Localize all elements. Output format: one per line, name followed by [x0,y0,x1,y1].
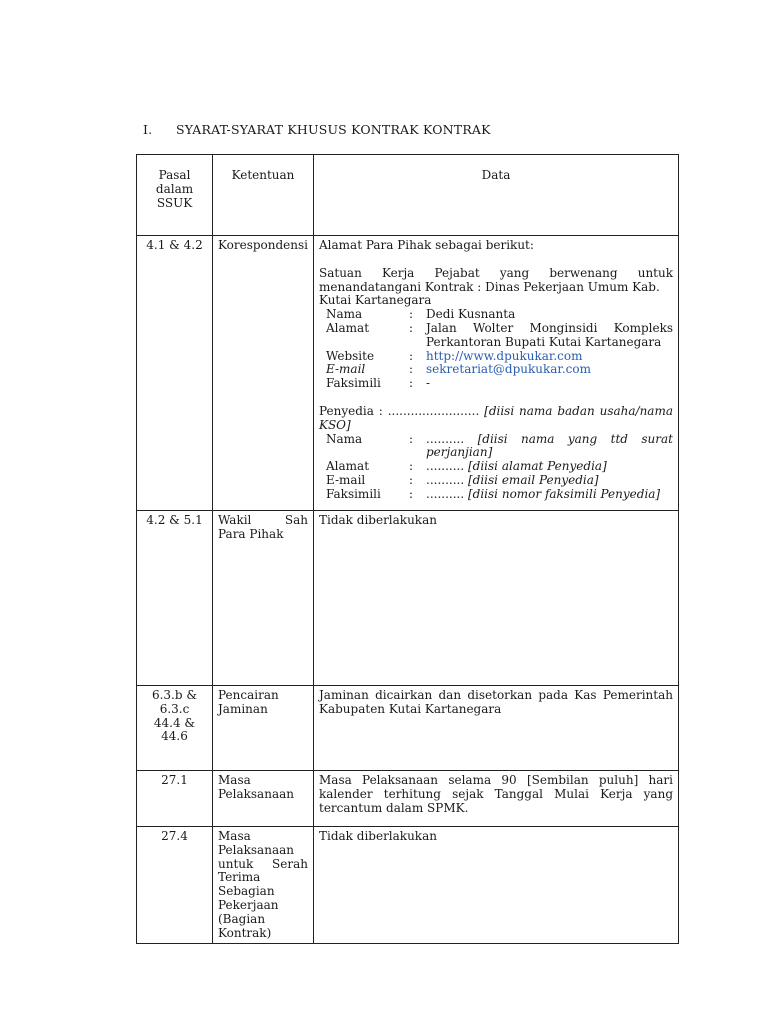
data-cell: Tidak diberlakukan [314,827,679,944]
fax-label: Faksimili [326,376,381,391]
data-cell: Masa Pelaksanaan selama 90 [Sembilan puluh] hari kalender terhitung sejak Tanggal Mulai Kerja yang tercantum dalam SPMK. [314,771,679,827]
p-email-label: E-mail [326,472,366,487]
penyedia-line: Penyedia : ........................ [diisi nama badan usaha/nama KSO] [319,403,673,432]
section-number: I. [143,122,153,137]
header-data: Data [314,155,679,236]
table-row [137,511,679,686]
p-email-value: .......... [diisi email Penyedia] [426,472,599,487]
colon: : [409,320,414,335]
pasal-cell: 6.3.b & 6.3.c 44.4 & 44.6 [137,686,213,771]
pasal-cell: 27.4 [137,827,213,944]
table-header-row [137,155,679,236]
colon: : [409,307,414,322]
pasal-cell: 4.1 & 4.2 [137,236,213,511]
colon: : [409,431,414,446]
ketentuan-cell: Wakil Sah Para Pihak [213,511,314,686]
email-label: E-mail [326,362,366,377]
section-title: SYARAT-SYARAT KHUSUS KONTRAK KONTRAK [176,122,491,137]
colon: : [409,348,414,363]
table-row [137,827,679,944]
intro-text: Alamat Para Pihak sebagai berikut: [319,238,534,252]
table-row [137,686,679,771]
satuan-details [319,308,673,391]
ssuk-table [136,154,679,944]
satuan-line-2: menandatangani Kontrak : Dinas Pekerjaan Umum Kab. [319,279,660,294]
penyedia-details [319,433,673,502]
data-cell [314,236,679,511]
colon: : [409,486,414,501]
fax-value: - [426,376,431,391]
p-fax-label: Faksimili [326,486,381,501]
website-link[interactable]: http://www.dpukukar.com [426,348,583,363]
p-nama-value: .......... [diisi nama yang ttd surat perjanjian] [426,431,673,460]
colon: : [409,376,414,391]
ketentuan-cell: Masa Pelaksanaan [213,771,314,827]
p-nama-label: Nama [326,431,363,446]
ketentuan-cell: Pencairan Jaminan [213,686,314,771]
colon: : [409,362,414,377]
nama-value: Dedi Kusnanta [426,307,516,322]
p-alamat-label: Alamat [326,459,370,474]
header-pasal: Pasal dalam SSUK [137,155,213,236]
data-cell: Tidak diberlakukan [314,511,679,686]
pasal-cell: 4.2 & 5.1 [137,511,213,686]
alamat-label: Alamat [326,320,370,335]
pasal-cell: 27.1 [137,771,213,827]
ketentuan-cell: Korespondensi [213,236,314,511]
p-fax-value: .......... [diisi nomor faksimili Penyedia] [426,486,661,501]
section-heading [143,122,491,137]
table-row [137,236,679,511]
header-ketentuan: Ketentuan [213,155,314,236]
website-label: Website [326,348,375,363]
ketentuan-cell: Masa Pelaksanaan untuk Serah Terima Sebagian Pekerjaan (Bagian Kontrak) [213,827,314,944]
nama-label: Nama [326,307,363,322]
alamat-value: Jalan Wolter Monginsidi Kompleks Perkantoran Bupati Kutai Kartanegara [426,320,673,349]
colon: : [409,459,414,474]
data-cell: Jaminan dicairkan dan disetorkan pada Kas Pemerintah Kabupaten Kutai Kartanegara [314,686,679,771]
table-row [137,771,679,827]
satuan-line-1: Satuan Kerja Pejabat yang berwenang untuk [319,265,673,280]
colon: : [409,472,414,487]
email-link[interactable]: sekretariat@dpukukar.com [426,362,591,377]
satuan-line-3: Kutai Kartanegara [319,293,432,308]
p-alamat-value: .......... [diisi alamat Penyedia] [426,459,607,474]
